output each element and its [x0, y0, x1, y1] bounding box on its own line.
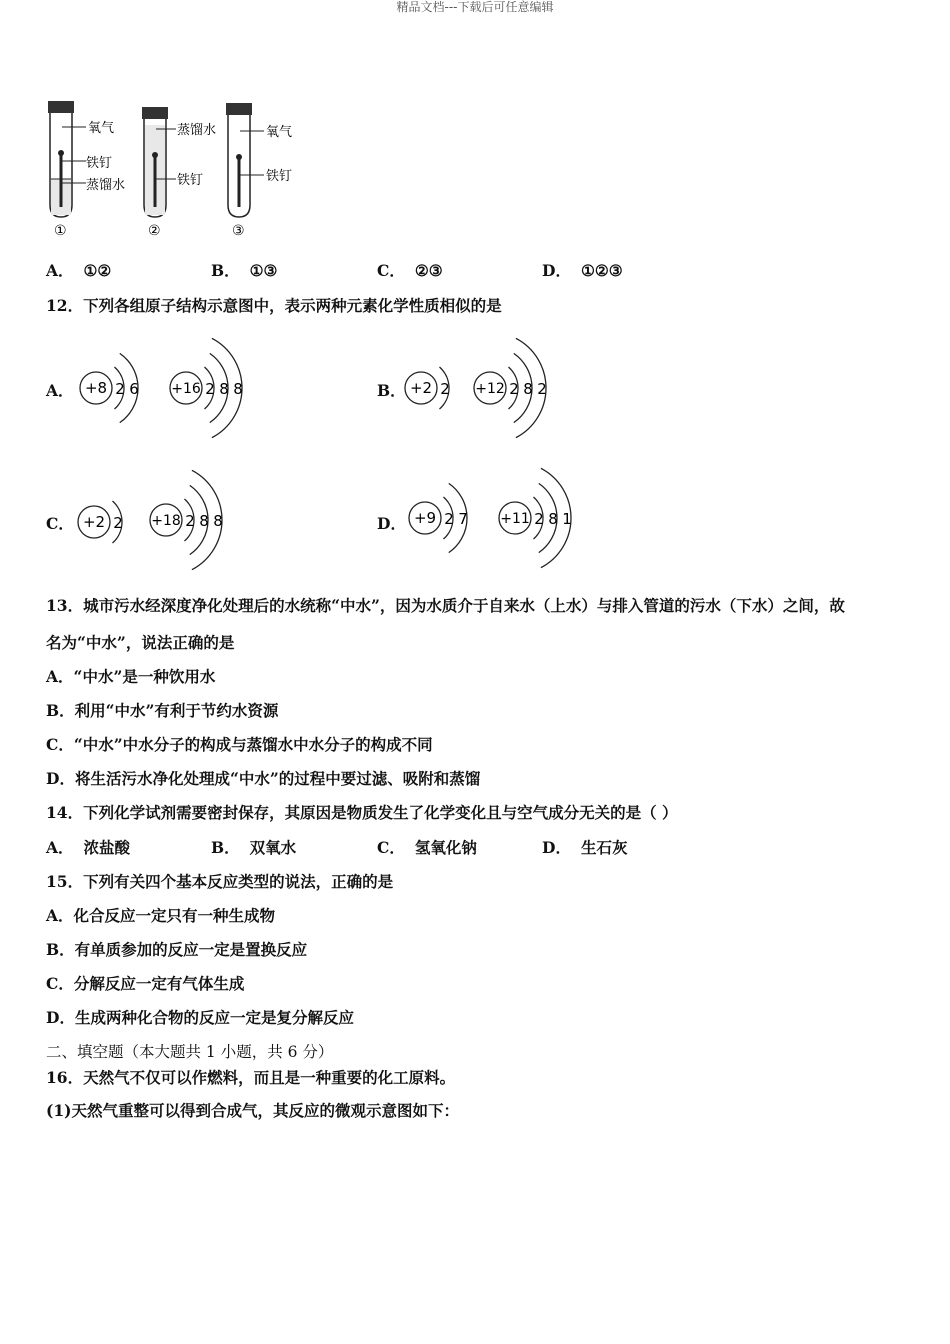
q13-stem-line2: 名为“中水”，说法正确的是: [46, 633, 235, 652]
q11-option-c[interactable]: C． ②③: [377, 261, 443, 280]
nucleus-charge: +11: [500, 511, 530, 527]
q13-option-b[interactable]: B．利用“中水”有利于节约水资源: [46, 701, 279, 720]
tube2-top-label: 蒸馏水: [177, 123, 217, 138]
test-tube-2: [142, 107, 216, 239]
q13-stem-line1: 13．城市污水经深度净化处理后的水统称“中水”，因为水质介于自来水（上水）与排入管道的污水（下水）之间，故: [46, 596, 845, 615]
atom-diagram-d2: [495, 460, 615, 576]
shell-electron-count: 8: [233, 380, 243, 398]
q13-option-a[interactable]: A．“中水”是一种饮用水: [46, 667, 216, 686]
atom-diagram-a1: [76, 340, 176, 436]
nucleus-charge: +9: [413, 509, 437, 527]
shell-electron-count: 6: [129, 380, 139, 398]
shell-electron-count: 2: [115, 380, 125, 398]
test-tube-3: [226, 103, 292, 239]
shell-electron-count: 2: [205, 380, 215, 398]
shell-electron-count: 8: [523, 380, 533, 398]
nucleus-charge: +16: [171, 381, 201, 397]
q15-stem: 15．下列有关四个基本反应类型的说法，正确的是: [46, 872, 394, 891]
nucleus-charge: +18: [151, 513, 181, 529]
tube1-top-label: 氧气: [88, 121, 115, 136]
shell-electron-count: 7: [458, 510, 468, 528]
q11-option-b[interactable]: B． ①③: [211, 261, 278, 280]
q12-stem: 12．下列各组原子结构示意图中，表示两种元素化学性质相似的是: [46, 296, 502, 315]
q15-option-a[interactable]: A．化合反应一定只有一种生成物: [46, 906, 276, 925]
atom-diagram-c1: [74, 484, 154, 560]
tube1-number: ①: [54, 223, 67, 239]
test-tube-figure: [40, 95, 310, 245]
nucleus-charge: +2: [409, 379, 433, 397]
q11-option-a[interactable]: A． ①②: [46, 261, 112, 280]
section-heading: 二、填空题（本大题共 1 小题，共 6 分）: [46, 1043, 334, 1061]
shell-electron-count: 8: [219, 380, 229, 398]
q14-option-b[interactable]: B． 双氧水: [211, 838, 297, 857]
atom-diagram-a2: [166, 330, 286, 446]
page-header: 精品文档---下载后可任意编辑: [396, 0, 554, 14]
q13-option-c[interactable]: C．“中水”中水分子的构成与蒸馏水中水分子的构成不同: [46, 735, 433, 754]
q15-option-c[interactable]: C．分解反应一定有气体生成: [46, 974, 245, 993]
shell-electron-count: 8: [213, 512, 223, 530]
tube1-mid-label: 铁钉: [86, 156, 113, 171]
tube2-number: ②: [148, 223, 161, 239]
shell-electron-count: 1: [562, 510, 572, 528]
q16-sub1: (1)天然气重整可以得到合成气，其反应的微观示意图如下：: [46, 1101, 459, 1120]
q14-option-a[interactable]: A． 浓盐酸: [46, 838, 131, 857]
tube1-bottom-label: 蒸馏水: [86, 178, 126, 193]
nucleus-charge: +8: [84, 379, 108, 397]
shell-electron-count: 2: [113, 514, 123, 532]
q16-stem: 16．天然气不仅可以作燃料，而且是一种重要的化工原料。: [46, 1068, 456, 1087]
tube3-mid-label: 铁钉: [266, 169, 293, 184]
shell-electron-count: 2: [509, 380, 519, 398]
shell-electron-count: 8: [548, 510, 558, 528]
tube3-number: ③: [232, 223, 245, 239]
q12-option-d-label[interactable]: D．: [377, 514, 406, 533]
q14-option-d[interactable]: D． 生石灰: [542, 838, 628, 857]
q12-option-c-label[interactable]: C．: [46, 514, 74, 533]
q11-option-d[interactable]: D． ①②③: [542, 261, 623, 280]
nucleus-charge: +2: [82, 513, 106, 531]
q13-option-d[interactable]: D．将生活污水净化处理成“中水”的过程中要过滤、吸附和蒸馏: [46, 769, 481, 788]
q15-option-d[interactable]: D．生成两种化合物的反应一定是复分解反应: [46, 1008, 354, 1027]
atom-diagram-b1: [401, 350, 481, 426]
q12-option-a-label[interactable]: A．: [46, 381, 74, 400]
shell-electron-count: 2: [440, 380, 450, 398]
atom-diagram-d1: [405, 470, 505, 566]
tube3-top-label: 氧气: [266, 125, 293, 140]
atom-diagram-b2: [470, 330, 590, 446]
q14-stem: 14．下列化学试剂需要密封保存，其原因是物质发生了化学变化且与空气成分无关的是（ ）: [46, 803, 678, 822]
tube2-mid-label: 铁钉: [177, 173, 204, 188]
atom-diagram-c2: [146, 462, 266, 578]
q14-option-c[interactable]: C． 氢氧化钠: [377, 838, 477, 857]
shell-electron-count: 8: [199, 512, 209, 530]
q12-option-b-label[interactable]: B．: [377, 381, 406, 400]
shell-electron-count: 2: [534, 510, 544, 528]
nucleus-charge: +12: [475, 381, 505, 397]
shell-electron-count: 2: [537, 380, 547, 398]
test-tube-1: [48, 101, 125, 239]
shell-electron-count: 2: [444, 510, 454, 528]
q15-option-b[interactable]: B．有单质参加的反应一定是置换反应: [46, 940, 308, 959]
shell-electron-count: 2: [185, 512, 195, 530]
